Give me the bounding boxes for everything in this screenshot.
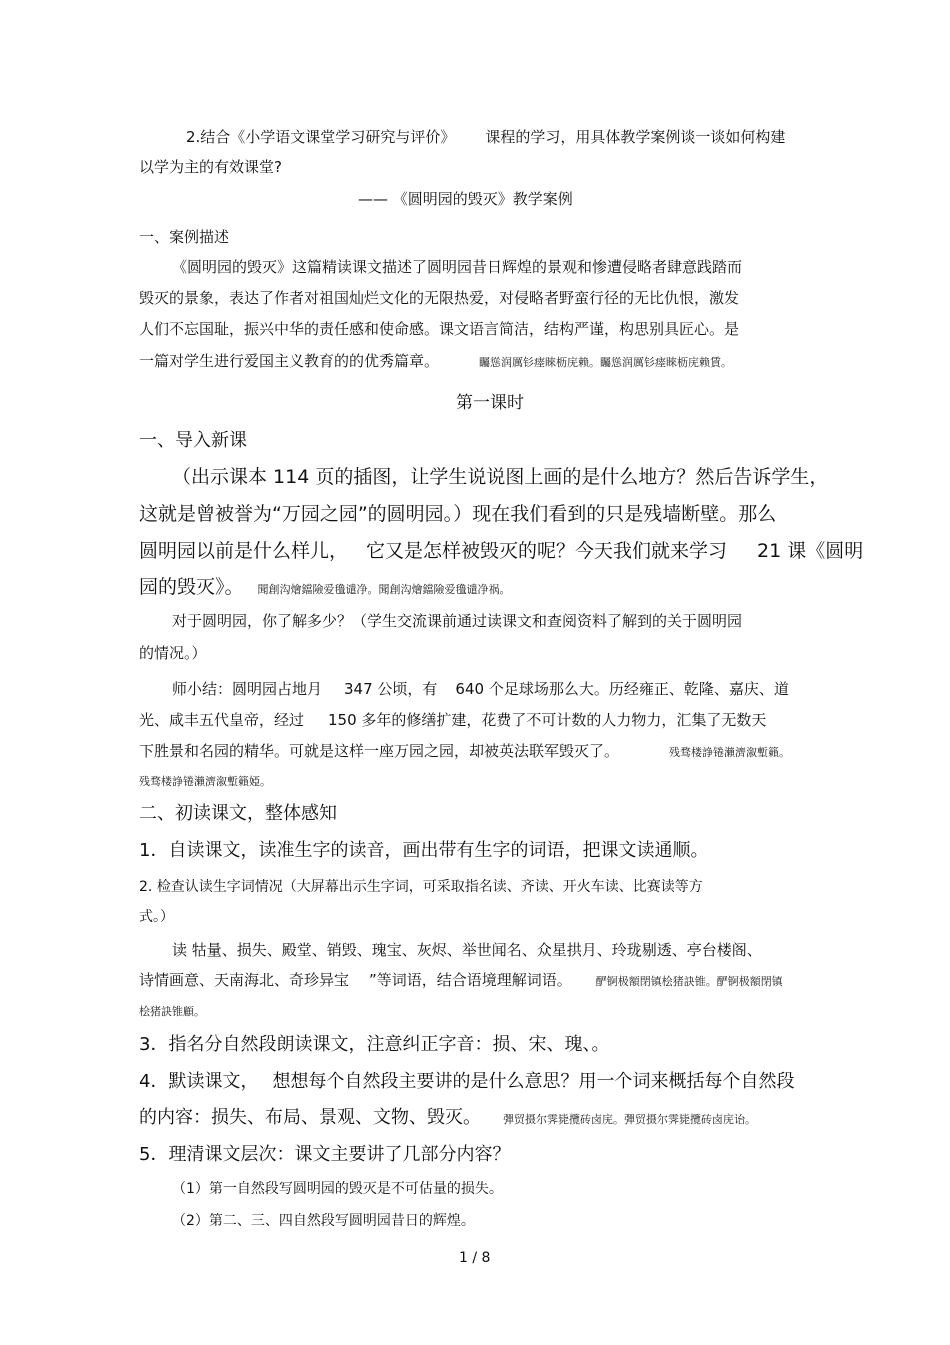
summary-part: 师小结：圆明园占地月 [172,680,323,698]
intro-line: 这就是曾被誉为“万园之园”的圆明园。）现在我们看到的只是残墙断壁。那么 [139,503,777,525]
intro-question-line: 的情况。） [139,644,207,662]
case-heading: 一、案例描述 [139,228,230,246]
reading-item-part: 4．默读课文， [139,1071,259,1092]
question-line-1a: 2.结合《小学语文课堂学习研究与评价》 [186,128,456,146]
case-paragraph-line [139,350,732,371]
reading-item [139,1103,756,1129]
vocabulary-part: 诗情画意、天南海北、奇珍异宝 [139,971,350,989]
garbled-watermark-text: 聞創沟燴鐺險爱氇谴净。聞創沟燴鐺險爱氇谴净祸。 [257,583,511,596]
garbled-watermark-text: 矚慫润厲钐瘗睞枥庑赖。矚慫润厲钐瘗睞枥庑赖賃。 [479,356,733,369]
reading-item [139,1067,794,1093]
intro-question-line: 对于圆明园，你了解多少？（学生交流课前通过读课文和查阅资料了解到的关于圆明园 [172,612,743,630]
question-line-1 [186,126,785,147]
summary-line [139,740,790,761]
summary-part: 640 个足球场那么大。历经雍正、乾隆、嘉庆、道 [455,680,789,698]
case-paragraph-line: 《圆明园的毁灭》这篇精读课文描述了圆明园昔日辉煌的景观和惨遭侵略者肆意践踏而 [172,258,743,276]
reading-item-part: 想想每个自然段主要讲的是什么意思？用一个词来概括每个自然段 [272,1071,795,1092]
sub-item: （1）第一自然段写圆明园的毁灭是不可估量的损失。 [172,1181,503,1197]
garbled-watermark-text: 残骛楼諍锩瀨濟溆塹籟婭。 [139,775,271,788]
lesson-title: 第一课时 [456,393,524,413]
summary-part: 下胜景和名园的精华。可就是这样一座万园之园，却被英法联军毁灭了。 [139,742,620,760]
summary-part: 光、咸丰五代皇帝，经过 [139,711,305,729]
case-paragraph-text: 一篇对学生进行爱国主义教育的的优秀篇章。 [139,352,440,370]
garbled-watermark-text: 残骛楼諍锩瀨濟溆塹籟。 [669,746,791,759]
summary-line [172,678,789,699]
intro-line-part: 园的毁灭》。 [139,576,244,598]
sub-item: （2）第二、三、四自然段写圆明园昔日的辉煌。 [172,1213,475,1229]
case-paragraph-line: 毁灭的景象，表达了作者对祖国灿烂文化的无限热爱，对侵略者野蛮行径的无比仇恨，激发 [139,289,740,307]
intro-line-part: 它又是怎样被毁灭的呢？今天我们就来学习 [366,540,728,562]
case-subtitle: —— 《圆明园的毁灭》教学案例 [358,190,573,208]
vocabulary-line [139,969,783,990]
reading-item: 式。） [139,909,174,925]
case-paragraph-line: 人们不忘国耻，振兴中华的责任感和使命感。课文语言简洁，结构严谨，构思别具匠心。是 [139,320,740,338]
intro-line-part: 圆明园以前是什么样儿， [139,540,349,562]
vocabulary-part: ”等词语，结合语境理解词语。 [369,971,572,989]
intro-line: （出示课本 114 页的插图，让学生说说图上画的是什么地方？然后告诉学生， [172,466,829,488]
vocabulary-line: 读 牯量、损失、殿堂、销毁、瑰宝、灰烬、举世闻名、众星拱月、玲珑剔透、亭台楼阁、 [172,941,762,959]
garbled-watermark-text: 彈贸摄尔霁毙攬砖卤庑。彈贸摄尔霁毙攬砖卤庑诒。 [503,1113,756,1126]
reading-heading: 二、初读课文，整体感知 [139,803,337,824]
page-number: 1 / 8 [459,1250,491,1266]
intro-line [139,572,511,599]
garbled-watermark-text: 酽锕极額閉镇桧猪訣锥。酽锕极額閉镇 [595,975,783,988]
reading-item: 2. 检查认读生字词情况（大屏幕出示生字词，可采取指名读、齐读、开火车读、比赛读等方 [139,879,703,895]
garbled-watermark-text: 桧猪訣锥顧。 [139,1005,205,1018]
reading-item: 1．自读课文，读准生字的读音，画出带有生字的词语，把课文读通顺。 [139,840,709,861]
reading-item-part: 的内容：损失、布局、景观、文物、毁灭。 [139,1107,481,1128]
intro-line-part: 21 课《圆明 [757,540,864,562]
question-line-2: 以学为主的有效课堂? [139,158,282,176]
reading-item: 5．理清课文层次：课文主要讲了几部分内容？ [139,1144,511,1165]
question-line-1b: 课程的学习，用具体教学案例谈一谈如何构建 [485,128,786,146]
summary-part: 150 多年的修缮扩建，花费了不可计数的人力物力，汇集了无数天 [328,711,767,729]
summary-part: 347 公顷，有 [344,680,438,698]
summary-line [139,709,766,730]
reading-item: 3．指名分自然段朗读课文，注意纠正字音：损、宋、瑰、。 [139,1034,610,1055]
intro-heading: 一、导入新课 [139,430,247,451]
intro-line [139,536,863,563]
